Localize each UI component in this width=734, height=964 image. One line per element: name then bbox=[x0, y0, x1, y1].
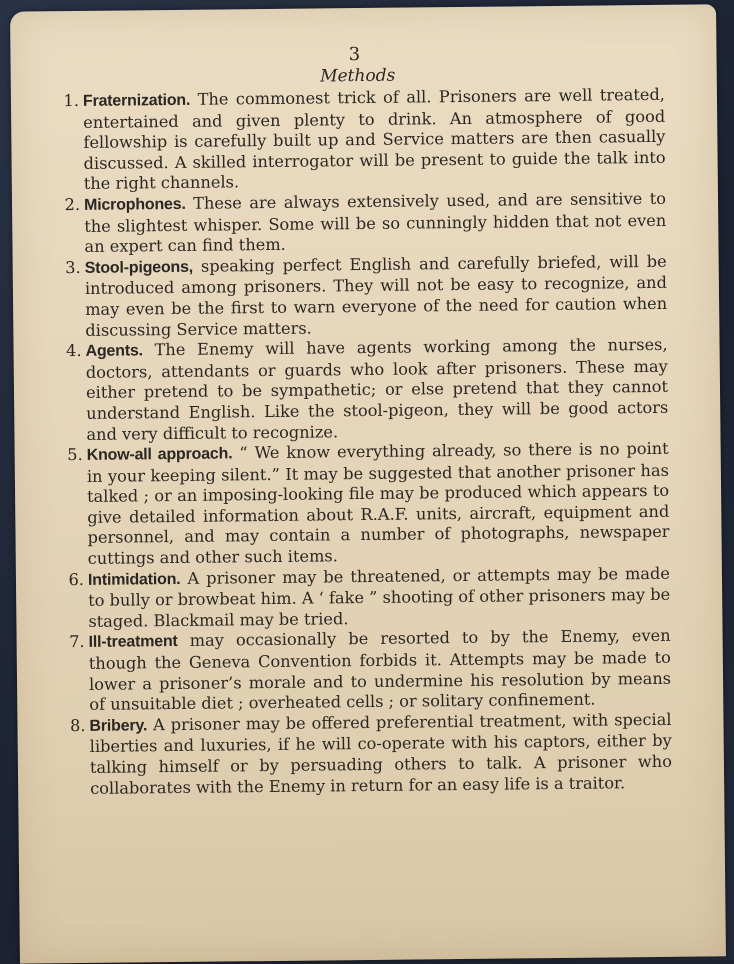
item-heading: Fraternization. bbox=[82, 91, 191, 110]
item-text: “ We know everything already, so there is no point in your keeping silent.” It may be suggested that another prisoner has talked ; or an imposing-looking file may be produced which appears to give detailed information about R.A.F. units, aircraft, equipment and personnel, and may contain a number of photographs, newspaper cuttings and other such items. bbox=[86, 438, 670, 568]
item-heading: Microphones. bbox=[83, 195, 186, 214]
list-item bbox=[30, 563, 671, 632]
item-number: 2. bbox=[64, 194, 81, 215]
item-heading: Bribery. bbox=[89, 717, 148, 735]
page-number: 3 bbox=[348, 44, 361, 66]
item-heading: Know-all approach. bbox=[86, 445, 233, 465]
item-text: These are always extensively used, and are sensitive to the slightest whisper. Some will be so cunningly hidden that not even an expert can find them. bbox=[84, 188, 667, 257]
methods-list bbox=[25, 85, 672, 800]
item-heading: Agents. bbox=[85, 342, 143, 361]
item-text: A prisoner may be offered preferential treatment, with special liberties and luxuries, if he will co-operate with his captors, either by talking himself or by persuading others to talk. A prisoner who collaborates with the Enemy in return for an easy life is a traitor. bbox=[89, 709, 673, 798]
item-text: The Enemy will have agents working among the nurses, doctors, attendants or guards who look after prisoners. These may either pretend to be sympathetic; or else pretend that they cannot understand English. Like the stool-pigeon, they will be good actors and very difficult to recognize. bbox=[85, 334, 669, 444]
item-text: A prisoner may be threatened, or attempts may be made to bully or browbeat him. A ‘ fake ” shooting of other prisoners may be staged. Blackmail may be tried. bbox=[88, 563, 671, 631]
item-text: speaking perfect English and carefully briefed, will be introduced among prisoners. They will not be easy to recognize, and may even be the first to warn everyone of the need for caution when discussing Service matters. bbox=[84, 251, 668, 340]
list-item bbox=[25, 85, 666, 196]
list-item bbox=[29, 439, 670, 570]
item-number: 7. bbox=[69, 632, 85, 652]
item-number: 1. bbox=[63, 90, 80, 111]
list-item bbox=[27, 335, 668, 446]
page-content bbox=[24, 41, 672, 800]
item-number: 5. bbox=[67, 445, 83, 465]
item-heading: Stool-pigeons, bbox=[84, 258, 194, 277]
section-title: Methods bbox=[320, 65, 396, 87]
booklet-page bbox=[10, 4, 726, 963]
item-number: 6. bbox=[68, 569, 85, 589]
item-number: 8. bbox=[69, 715, 86, 735]
list-item bbox=[27, 252, 668, 342]
list-item bbox=[31, 710, 672, 800]
item-heading: Ill-treatment bbox=[88, 633, 178, 652]
item-number: 3. bbox=[65, 257, 81, 277]
list-item bbox=[26, 189, 667, 258]
list-item bbox=[31, 626, 672, 716]
item-heading: Intimidation. bbox=[87, 570, 181, 589]
item-number: 4. bbox=[66, 341, 82, 361]
item-text: may occasionally be resorted to by the Enemy, even though the Geneva Convention forbids it. Attempts may be made to lower a prisoner’s morale and to undermine his resolution by means of unsuitable diet ; overheated cells ; or solitary confinement. bbox=[88, 626, 672, 715]
item-text: The commonest trick of all. Prisoners are well treated, entertained and given plenty to drink. An atmosphere of good fellowship is carefully built up and Service matters are then casually discussed. A skilled interrogator will be present to guide the talk into the right channels. bbox=[83, 84, 666, 194]
